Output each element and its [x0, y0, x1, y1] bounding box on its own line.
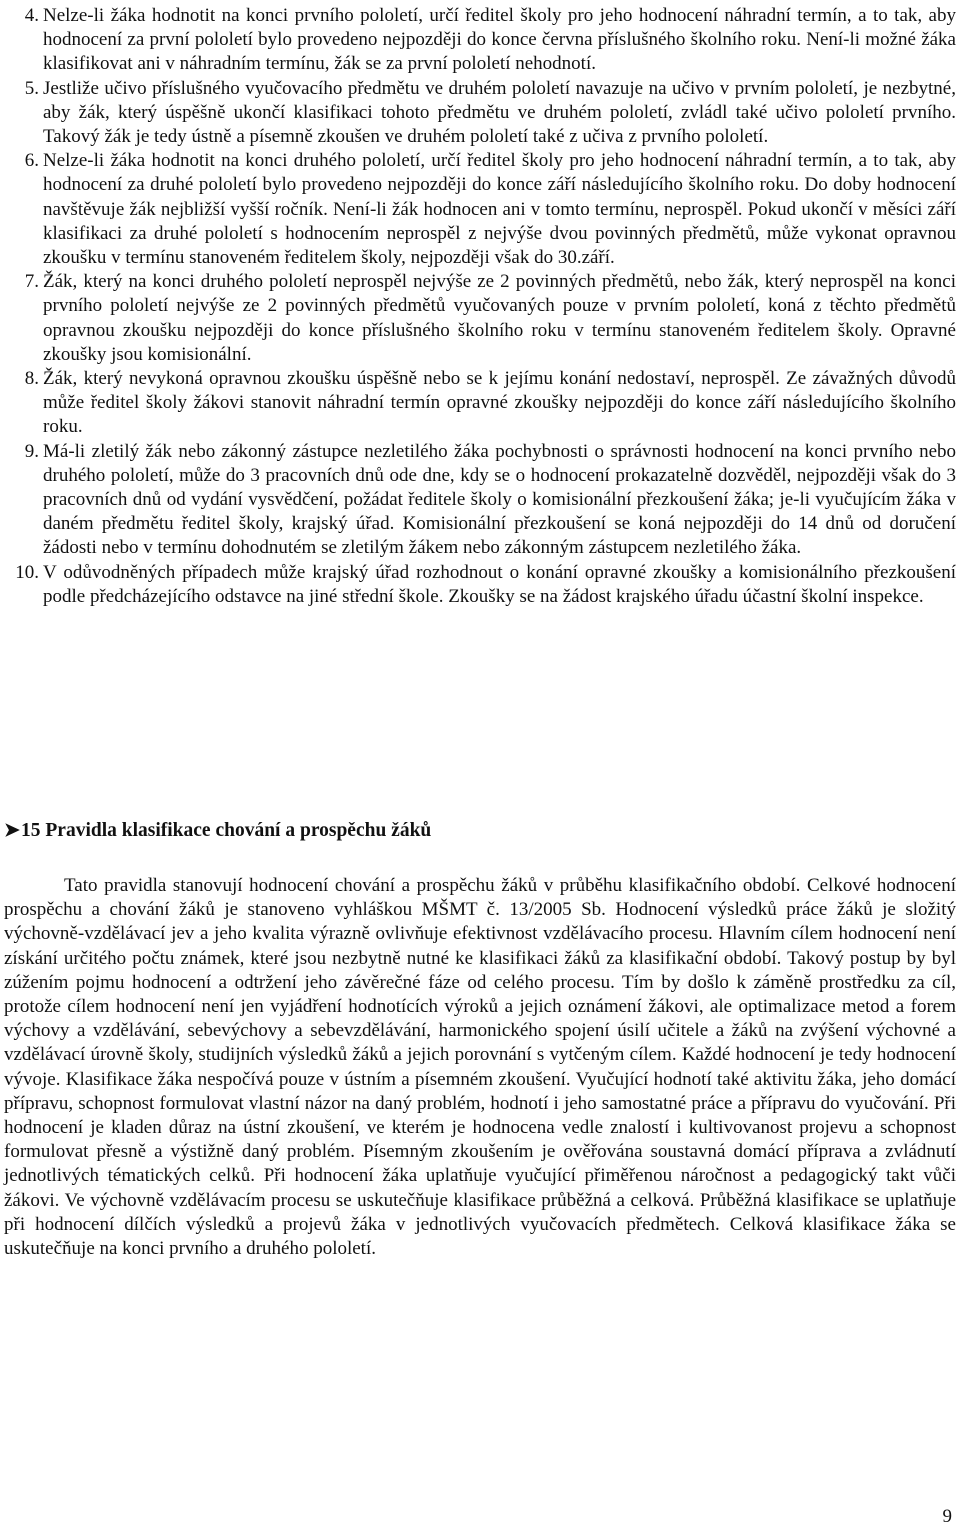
list-number: 7.	[24, 271, 39, 293]
list-number: 6.	[24, 150, 39, 172]
list-item-text: Nelze-li žáka hodnotit na konci druhého pololetí, určí ředitel školy pro jeho hodnocení náhradní termín, a to tak, aby hodnocení za druhé pololetí bylo provedeno nejpozději do konce září následujícího školního roku. Do doby hodnocení navštěvuje žák nejbližší vyšší ročník. Není-li žák hodnocen ani v tomto termínu, neprospěl. Pokud ukončí v měsíci září klasifikaci za druhé pololetí s hodnocením neprospěl z nejvýše dvou povinných předmětů, může vykonat opravnou zkoušku v termínu stanoveném ředitelem školy, nejpozději však do 30.září.	[43, 150, 956, 269]
list-item-5	[0, 77, 956, 150]
page-number: 9	[942, 1506, 952, 1527]
list-number: 5.	[24, 77, 39, 99]
list-item-4	[0, 4, 956, 77]
list-item-text: Žák, který na konci druhého pololetí neprospěl nejvýše ze 2 povinných předmětů, nebo žák, který neprospěl na konci prvního pololetí nejvýše ze 2 povinných předmětů vyučovaných pouze v prvním pololetí, koná z těchto předmětů opravnou zkoušku nejpozději do konce příslušného školního roku v termínu stanoveném ředitelem školy. Opravné zkoušky jsou komisionální.	[43, 271, 956, 365]
list-item-10	[0, 561, 956, 609]
list-item-7	[0, 270, 956, 367]
list-item-9	[0, 440, 956, 561]
list-item-8	[0, 367, 956, 440]
list-number: 10.	[15, 561, 39, 583]
list-item-text: Žák, který nevykoná opravnou zkoušku úspěšně nebo se k jejímu konání nedostaví, neprospěl. Ze závažných důvodů může ředitel školy žákovi stanovit náhradní termín opravné zkoušky nejpozději do konce září následujícího školního roku.	[43, 368, 956, 438]
numbered-list	[0, 4, 956, 609]
list-number: 9.	[24, 440, 39, 462]
list-item-text: V odůvodněných případech může krajský úřad rozhodnout o konání opravné zkoušky a komisionálního přezkoušení podle předcházejícího odstavce na jiné střední škole. Zkoušky se na žádost krajského úřadu účastní školní inspekce.	[43, 561, 956, 607]
section-title: 15 Pravidla klasifikace chování a prospěchu žáků	[21, 820, 432, 841]
list-item-text: Jestliže učivo příslušného vyučovacího předmětu ve druhém pololetí navazuje na učivo v prvním pololetí, je nezbytné, aby žák, který úspěšně ukončí klasifikaci tohoto předmětu ve druhém pololetí, zvládl také učivo pololetí prvního. Takový žák je tedy ústně a písemně zkoušen ve druhém pololetí také z učiva z prvního pololetí.	[43, 77, 956, 148]
list-number: 4.	[24, 5, 39, 26]
body-paragraph: Tato pravidla stanovují hodnocení chování a prospěchu žáků v průběhu klasifikačního období. Celkové hodnocení prospěchu a chování žáků je stanoveno vyhláškou MŠMT č. 13/2005 Sb. Hodnocení výsledků práce žáků je složitý výchovně-vzdělávací jev a jeho kvalita výrazně ovlivňuje efektivnost vzdělávacího procesu. Hlavním cílem hodnocení není získání určitého počtu známek, které jsou nezbytně nutné ke klasifikaci žáků za klasifikační období. Takový postup by byl zúžením pojmu hodnocení a odtržení jeho závěrečné fáze od celého procesu. Tím by došlo k záměně prostředku za cíl, protože cílem hodnocení není jen vyjádření hodnotících výroků a jejich oznámení žákovi, ale optimalizace metod a forem výchovy a vzdělávání, sebevýchovy a sebevzdělávání, harmonického spojení úsilí učitele a žáků na zvýšení výchovné a vzdělávací úrovně školy, studijních výsledků žáků a jejich porovnání s vytčeným cílem. Každé hodnocení je tedy hodnocení vývoje. Klasifikace žáka nespočívá pouze v ústním a písemném zkoušení. Vyučující hodnotí také aktivitu žáka, jeho domácí přípravu, schopnost formulovat vlastní názor na daný problém, hodnotí i jeho samostatné práce a přípravu do vyučování. Při hodnocení je kladen důraz na ústní zkoušení, ve kterém je hodnocena vedle znalostí i kultivovanost projevu a schopnost formulovat přesně a výstižně daný problém. Písemným zkoušením je ověřována soustavná domácí příprava a zvládnutí jednotlivých tématických celků. Při hodnocení žáka uplatňuje vyučující přiměřenou náročnost a pedagogický takt vůči žákovi. Ve výchovně vzdělávacím procesu se uskutečňuje klasifikace průběžná a celková. Průběžná klasifikace se uplatňuje při hodnocení dílčích výsledků a projevů žáka v jednotlivých vyučovacích předmětech. Celková klasifikace žáka se uskutečňuje na konci prvního a druhého pololetí.	[4, 875, 956, 1260]
section-heading	[4, 820, 431, 842]
list-number: 8.	[24, 368, 39, 390]
list-item-text: Nelze-li žáka hodnotit na konci prvního pololetí, určí ředitel školy pro jeho hodnocení náhradní termín, a to tak, aby hodnocení za první pololetí bylo provedeno nejpozději do konce června příslušného školního roku. Není-li možné žáka klasifikovat ani v náhradním termínu, žák se za první pololetí nehodnotí.	[43, 5, 956, 75]
list-item-6	[0, 149, 956, 270]
arrow-bullet-icon: ➤	[4, 820, 20, 841]
list-item-text: Má-li zletilý žák nebo zákonný zástupce nezletilého žáka pochybnosti o správnosti hodnocení na konci prvního nebo druhého pololetí, může do 3 pracovních dnů ode dne, kdy se o hodnocení prokazatelně dozvěděl, nejpozději však do 3 pracovních dnů od vydání vysvědčení, požádat ředitele školy o komisionální přezkoušení žáka; je-li vyučujícím žáka v daném předmětu ředitel školy, krajský úřad. Komisionální přezkoušení se koná nejpozději do 14 dnů od doručení žádosti nebo v termínu dohodnutém se zletilým žákem nebo zákonným zástupcem nezletilého žáka.	[43, 440, 956, 559]
